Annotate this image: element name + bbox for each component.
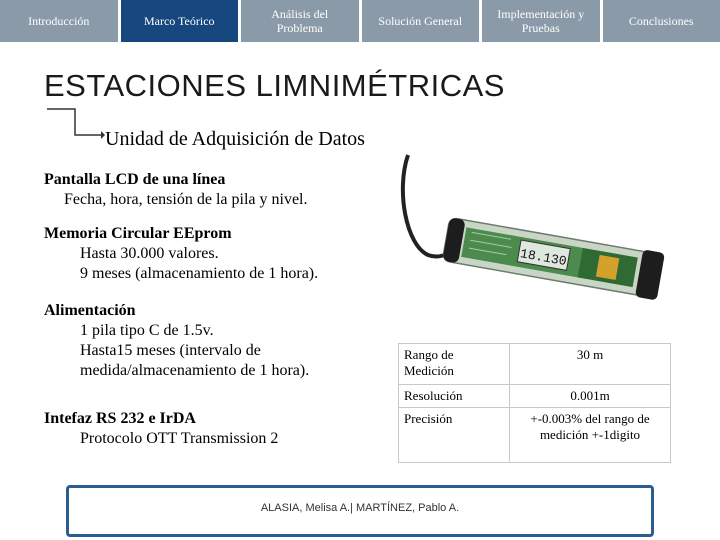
spec-label: Resolución — [399, 385, 510, 408]
tab-analisis-problema[interactable]: Análisis del Problema — [241, 0, 359, 42]
spec-value: +-0.003% del rango de medición +-1digito — [510, 408, 671, 463]
spec-label: Precisión — [399, 408, 510, 463]
feature-heading: Pantalla LCD de una línea — [44, 171, 226, 188]
feature-line: 9 meses (almacenamiento de 1 hora). — [80, 265, 319, 282]
specs-table — [398, 343, 671, 463]
table-row — [399, 344, 671, 385]
footer-box — [66, 485, 654, 537]
section-subtitle: Unidad de Adquisición de Datos — [105, 128, 365, 150]
feature-memory — [44, 224, 318, 284]
feature-line: medida/almacenamiento de 1 hora). — [80, 362, 310, 379]
feature-line: Hasta 30.000 valores. — [80, 245, 219, 262]
page-title: ESTACIONES LIMNIMÉTRICAS — [44, 68, 505, 103]
spec-value: 0.001m — [510, 385, 671, 408]
footer-authors: ALASIA, Melisa A.| MARTÍNEZ, Pablo A. — [260, 502, 460, 514]
spec-label: Rango de Medición — [399, 344, 510, 385]
tab-introduccion[interactable]: Introducción — [0, 0, 118, 42]
feature-heading: Alimentación — [44, 302, 136, 319]
feature-line: 1 pila tipo C de 1.5v. — [80, 322, 214, 339]
feature-line: Protocolo OTT Transmission 2 — [80, 430, 279, 447]
lcd-display-text: 18.130 — [518, 246, 568, 270]
feature-heading: Intefaz RS 232 e IrDA — [44, 410, 196, 427]
spec-value: 30 m — [510, 344, 671, 385]
table-row — [399, 385, 671, 408]
feature-line: Hasta15 meses (intervalo de — [80, 342, 261, 359]
feature-power — [44, 301, 309, 381]
table-row — [399, 408, 671, 463]
top-navigation — [0, 0, 720, 42]
feature-interface — [44, 409, 278, 449]
connector-arrow-icon — [45, 107, 105, 141]
feature-lcd — [44, 170, 307, 210]
tab-conclusiones[interactable]: Conclusiones — [603, 0, 720, 42]
tab-solucion-general[interactable]: Solución General — [362, 0, 480, 42]
data-logger-image — [398, 150, 670, 335]
tab-marco-teorico[interactable]: Marco Teórico — [121, 0, 239, 42]
feature-line: Fecha, hora, tensión de la pila y nivel. — [64, 191, 308, 208]
feature-heading: Memoria Circular EEprom — [44, 225, 232, 242]
tab-implementacion-pruebas[interactable]: Implementación y Pruebas — [482, 0, 600, 42]
